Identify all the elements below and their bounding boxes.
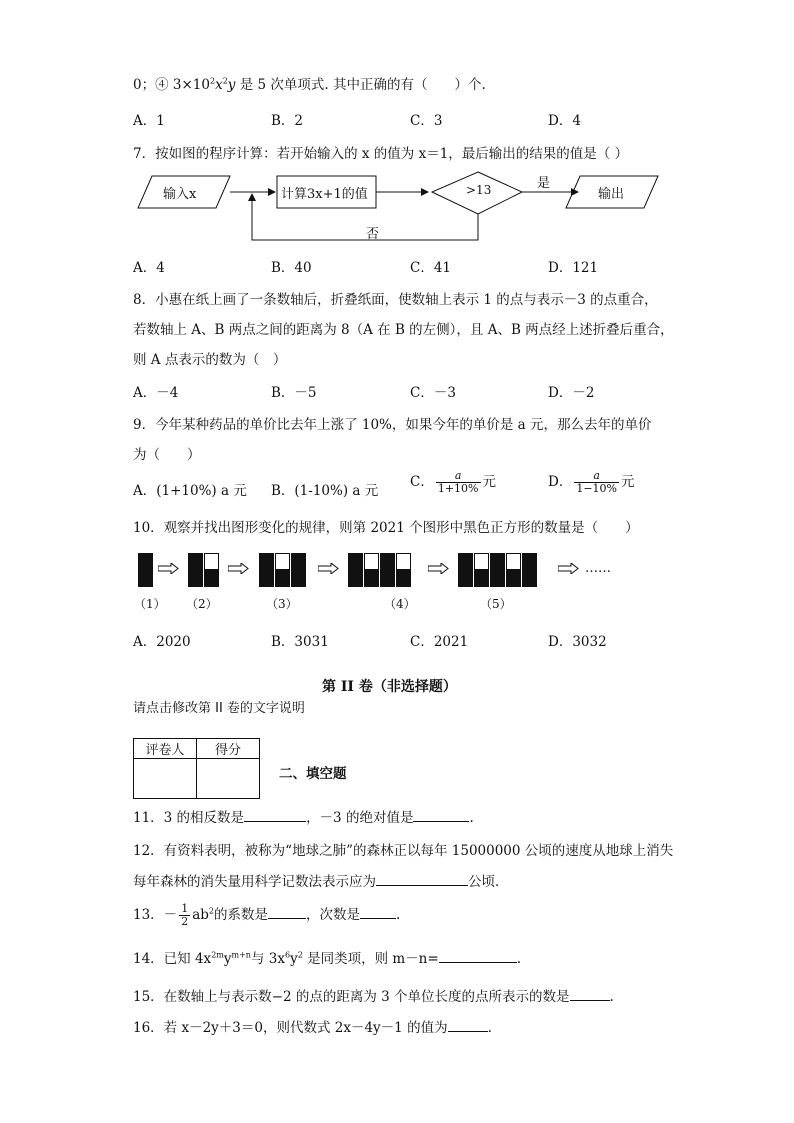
q10-option-c: C．2021 (410, 634, 469, 650)
q9-d-unit: 元 (621, 474, 635, 491)
q16-part-a: 16．若 x－2y＋3＝0，则代数式 2x－4y－1 的值为 (133, 1020, 448, 1036)
pattern-square-black (364, 570, 379, 587)
q9-line-1: 9．今年某种药品的单价比去年上涨了 10%，如果今年的单价是 a 元，那么去年的单价 (133, 417, 652, 433)
q12-part-a: 每年森林的消失量用科学记数法表示应为 (133, 874, 376, 890)
q10-text: 10．观察并找出图形变化的规律，则第 2021 个图形中黑色正方形的数量是（ ） (133, 520, 639, 536)
q6-option-c: C．3 (410, 113, 443, 129)
hollow-arrow-icon (158, 563, 179, 574)
q10-option-b: B．3031 (271, 634, 329, 650)
q9-d-label: D． (548, 474, 573, 491)
answer-blank[interactable] (413, 808, 469, 822)
q9-c-unit: 元 (482, 474, 497, 491)
q7-text: 7．按如图的程序计算：若开始输入的 x 的值为 x＝1，最后输出的结果的值是（ ） (133, 146, 629, 162)
flow-yes-label: 是 (537, 176, 551, 191)
pattern-square-white (474, 553, 489, 570)
q13-part-a: 13．－ (133, 907, 178, 924)
q13-fraction (179, 903, 190, 928)
pattern-square-black (275, 570, 290, 587)
flow-condition-label: >13 (466, 183, 492, 197)
q13-part-e: . (395, 907, 401, 924)
q6-x: x (215, 77, 223, 93)
flowchart (130, 168, 670, 248)
pattern-square-white (506, 553, 521, 570)
q6-option-d: D．4 (548, 113, 581, 129)
q13-exp: 2 (208, 906, 214, 916)
flow-no-label: 否 (366, 227, 380, 242)
q8-option-c: C．－3 (410, 385, 456, 401)
q13 (133, 903, 400, 928)
figure-caption-3: （3） (266, 597, 298, 611)
q14-part-d: y (290, 951, 298, 967)
pattern-square-black (380, 570, 395, 587)
figure-caption-2: （2） (186, 597, 218, 611)
q13-ab: ab (192, 907, 209, 924)
q7-option-a: A．4 (133, 260, 165, 276)
score-table (133, 738, 260, 799)
q16 (133, 1016, 492, 1036)
score-table-header-grader: 评卷人 (134, 739, 197, 759)
pattern-square-black (506, 570, 521, 587)
pattern-square-white (275, 553, 290, 570)
pattern-square-white (396, 553, 411, 570)
pattern-square-black (474, 570, 489, 587)
q9-option-a: A．(1+10%) a 元 (133, 483, 247, 499)
q16-part-b: . (487, 1020, 492, 1036)
figure-caption-5: （5） (480, 597, 512, 611)
pattern-square-black (490, 553, 505, 570)
pattern-square-black (188, 553, 203, 570)
grader-cell[interactable] (134, 759, 197, 799)
q7-option-b: B．40 (271, 260, 312, 276)
q13-part-c: 的系数是 (213, 907, 268, 924)
q14-part-g: . (516, 951, 521, 967)
pattern-square-black (291, 553, 306, 570)
pattern-square-black (522, 570, 537, 587)
answer-blank[interactable] (570, 987, 610, 1001)
q15 (133, 985, 614, 1005)
q15-part-a: 15．在数轴上与表示数−2 的点的距离为 3 个单位长度的点所表示的数是 (133, 989, 570, 1005)
q11 (133, 806, 474, 826)
pattern-square-black (291, 570, 306, 587)
q9-line-2: 为（ ） (133, 447, 201, 463)
pattern-square-black (348, 570, 363, 587)
q6-option-b: B．2 (271, 113, 304, 129)
q10-option-d: D．3032 (548, 634, 607, 650)
q10-option-a: A．2020 (133, 634, 191, 650)
q13-den: 2 (181, 915, 189, 929)
section-fill-in-title: 二、填空题 (279, 766, 347, 782)
pattern-square-black (522, 553, 537, 570)
q14-exp3: 6 (284, 950, 291, 960)
q11-part-a: 11．3 的相反数是 (133, 810, 245, 826)
flow-compute-label: 计算3x+1的值 (281, 187, 368, 202)
q13-num: 1 (181, 902, 189, 915)
q14-part-c: 与 3x (250, 951, 285, 967)
pattern-square-black (259, 570, 274, 587)
q9-d-den: 1−10% (576, 482, 617, 496)
q12-line-1: 12．有资料表明，被称为“地球之肺”的森林正以每年 15000000 公顷的速度从地球上消失 (133, 843, 674, 859)
q14-part-a: 14．已知 4x (133, 951, 212, 967)
hollow-arrow-icon (558, 563, 579, 574)
pattern-square-black (490, 570, 505, 587)
q9-d-num: a (574, 470, 619, 483)
figure-caption-4: （4） (384, 597, 416, 611)
q6-prefix: 0；④ 3×10 (133, 77, 210, 93)
pattern-square-black (458, 570, 473, 587)
q8-line-1: 8．小惠在纸上画了一条数轴后，折叠纸面，使数轴上表示 1 的点与表示－3 的点重合， (133, 292, 658, 308)
q9-c-den: 1+10% (437, 482, 479, 496)
q15-part-b: . (609, 989, 614, 1005)
flow-output-label: 输出 (598, 187, 625, 202)
pattern-square-black (204, 570, 219, 587)
q12-line-2 (133, 870, 509, 890)
answer-blank[interactable] (376, 872, 468, 886)
q9-option-b: B．(1-10%) a 元 (271, 483, 379, 499)
score-table-header-score: 得分 (197, 739, 260, 759)
pattern-square-black (380, 553, 395, 570)
pattern-square-black (458, 553, 473, 570)
hollow-arrow-icon (318, 563, 339, 574)
q8-option-d: D．－2 (548, 385, 595, 401)
q6-y: y (227, 77, 236, 93)
q7-option-d: D．121 (548, 260, 599, 276)
q8-line-2: 若数轴上 A、B 两点之间的距离为 8（A 在 B 的左侧），且 A、B 两点经上述折叠后重合， (133, 322, 674, 338)
q6-option-a: A．1 (133, 113, 165, 129)
q8-option-a: A．－4 (133, 385, 179, 401)
q9-c-fraction (436, 470, 481, 495)
answer-blank[interactable] (439, 949, 517, 963)
q9-c-label: C． (410, 474, 434, 491)
q14-exp2: m+n (231, 950, 251, 960)
pattern-square-black (138, 553, 153, 570)
hollow-arrow-icon (428, 563, 449, 574)
q11-part-b: ，－3 的绝对值是 (306, 810, 414, 826)
q8-option-b: B．－5 (271, 385, 317, 401)
q6-exp2: 2 (222, 76, 228, 86)
q12-part-b: 公顷． (468, 874, 509, 890)
answer-blank[interactable] (244, 808, 306, 822)
hollow-arrow-icon (228, 563, 249, 574)
part2-note[interactable]: 请点击修改第 II 卷的文字说明 (133, 701, 305, 716)
figure-caption-1: （1） (134, 597, 166, 611)
q6-exp1: 2 (209, 76, 216, 86)
q6-tail (133, 73, 486, 93)
q8-line-3: 则 A 点表示的数为（ ） (133, 352, 287, 368)
q11-part-c: . (469, 810, 474, 826)
q14-part-b: y (223, 951, 232, 967)
q14-exp4: 2 (297, 950, 303, 960)
pattern-square-black (348, 553, 363, 570)
q9-d-fraction (574, 470, 619, 495)
flow-input-label: 输入x (163, 187, 197, 202)
pattern-square-black (138, 570, 153, 587)
answer-blank[interactable] (268, 905, 306, 919)
q14-part-f: 是同类项，则 m－n= (302, 951, 439, 967)
answer-blank[interactable] (448, 1018, 488, 1032)
q6-suffix: 是 5 次单项式. 其中正确的有（ ）个. (235, 77, 486, 93)
q9-c-num: a (436, 470, 481, 483)
part2-title: 第 II 卷（非选择题） (322, 679, 457, 695)
q14 (133, 947, 521, 967)
pattern-square-black (396, 570, 411, 587)
score-cell[interactable] (197, 759, 260, 799)
q9-option-c (410, 470, 496, 495)
q14-exp1: 2m (211, 950, 224, 960)
pattern-square-black (188, 570, 203, 587)
pattern-square-white (204, 553, 219, 570)
q7-option-c: C．41 (410, 260, 452, 276)
pattern-square-black (259, 553, 274, 570)
pattern-square-white (364, 553, 379, 570)
answer-blank[interactable] (360, 905, 396, 919)
pattern-ellipsis: …… (585, 561, 611, 576)
q9-option-d (548, 470, 635, 495)
q13-part-d: ，次数是 (305, 907, 360, 924)
